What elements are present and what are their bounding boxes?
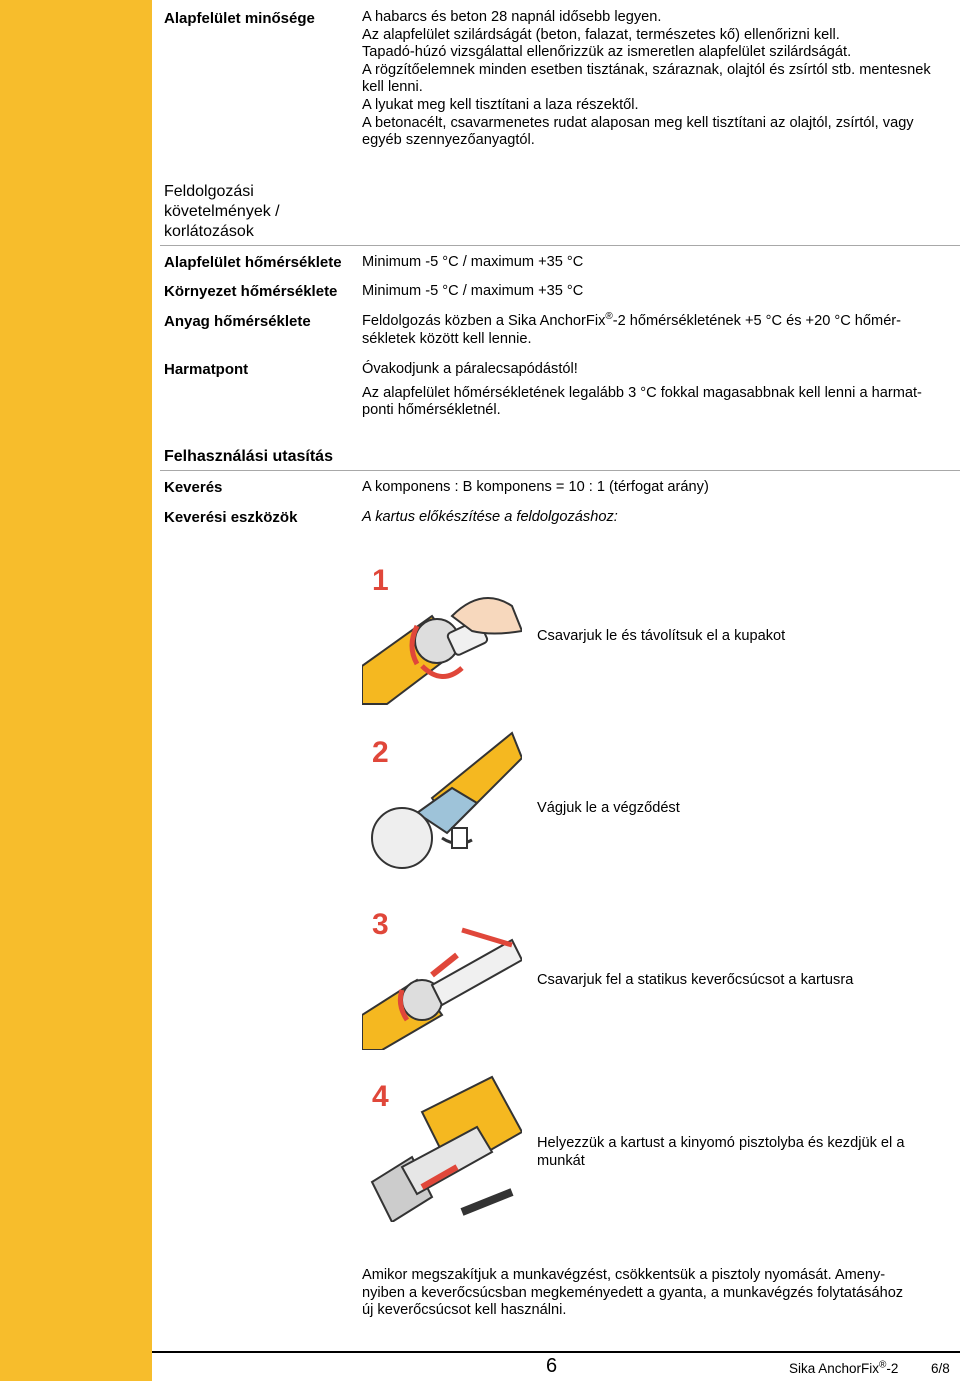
dew-point-line: ponti hőmérsékletnél.	[362, 402, 501, 419]
ambient-temp-value: Minimum -5 °C / maximum +35 °C	[362, 283, 584, 299]
step-4-illustration	[362, 1072, 522, 1222]
step-4-text: Helyezzük a kartust a kinyomó pisztolyba és kezdjük el a munkát	[537, 1135, 905, 1169]
dew-point-line: Óvakodjunk a páralecsapódástól!	[362, 361, 578, 377]
page-number: 6	[546, 1355, 558, 1377]
step-3-illustration	[362, 900, 522, 1050]
surface-line: Tapadó-húzó vizsgálattal ellenőrizzük az ismeretlen alapfelület szilárdságát.	[362, 44, 852, 61]
material-temp-value	[362, 313, 952, 348]
tools-value: A kartus előkészítése a feldolgozáshoz:	[362, 509, 618, 525]
surface-line: A habarcs és beton 28 napnál idősebb legyen.	[362, 9, 662, 25]
surface-line: egyéb szennyezőanyagtól.	[362, 132, 535, 149]
step-1-text: Csavarjuk le és távolítsuk el a kupakot	[537, 628, 786, 644]
footer-rule	[152, 1351, 960, 1353]
heading-line: korlátozások	[164, 223, 254, 240]
heading-line: Feldolgozási	[164, 183, 254, 200]
tools-label: Keverési eszközök	[164, 509, 298, 526]
divider	[160, 470, 960, 471]
surface-line: A rögzítőelemnek minden esetben tisztának, száraznak, olajtól és zsírtól stb. mentesnek	[362, 61, 931, 78]
ambient-temp-label: Környezet hőmérséklete	[164, 283, 338, 300]
material-temp-label: Anyag hőmérséklete	[164, 313, 311, 330]
heading-line: követelmények /	[164, 203, 280, 220]
registered-mark: ®	[879, 1359, 887, 1371]
requirements-heading	[164, 182, 280, 242]
note-line: Amikor megszakítjuk a munkavégzést, csökkentsük a pisztoly nyomását. Ameny-	[362, 1267, 886, 1283]
step-3-text: Csavarjuk fel a statikus keverőcsúcsot a kartusra	[537, 972, 854, 988]
material-temp-text: Feldolgozás közben a Sika AnchorFix	[362, 313, 606, 329]
step-number: 2	[372, 736, 389, 769]
dew-point-value	[362, 361, 952, 420]
divider	[160, 245, 960, 246]
mixing-label: Keverés	[164, 479, 223, 496]
surface-line: kell lenni.	[362, 79, 423, 96]
step-number: 3	[372, 908, 389, 941]
dew-point-label: Harmatpont	[164, 361, 249, 378]
step-number: 1	[372, 564, 389, 597]
footer-product	[789, 1361, 898, 1377]
surface-line: A betonacélt, csavarmenetes rudat alaposan meg kell tisztítani az olajtól, zsírtól, vagy	[362, 114, 914, 131]
material-temp-text: sékletek között kell lennie.	[362, 330, 532, 347]
surface-quality-text	[362, 9, 952, 150]
step-2-illustration	[362, 728, 522, 878]
substrate-temp-value: Minimum -5 °C / maximum +35 °C	[362, 254, 584, 270]
step-2-text: Vágjuk le a végződést	[537, 800, 680, 816]
note-line: új keverőcsúcsot kell használni.	[362, 1302, 567, 1319]
registered-mark: ®	[605, 311, 613, 323]
product-name: Sika AnchorFix	[789, 1361, 880, 1376]
yellow-sidebar	[0, 0, 152, 1381]
instructions-heading: Felhasználási utasítás	[164, 448, 333, 465]
step-number: 4	[372, 1080, 389, 1113]
dew-point-line: Az alapfelület hőmérsékletének legalább 3 °C fokkal magasabbnak kell lenni a harmat-	[362, 384, 922, 401]
product-suffix: -2	[886, 1361, 899, 1376]
surface-quality-label: Alapfelület minősége	[164, 10, 315, 27]
mixing-value: A komponens : B komponens = 10 : 1 (térfogat arány)	[362, 479, 709, 495]
step-1-illustration	[362, 556, 522, 706]
note-line: nyiben a keverőcsúcsban megkeményedett a gyanta, a munkavégzés folytatásához	[362, 1284, 904, 1301]
surface-line: Az alapfelület szilárdságát (beton, falazat, természetes kő) ellenőrizni kell.	[362, 26, 840, 43]
material-temp-text: -2 hőmérsékletének +5 °C és +20 °C hőmér-	[612, 313, 902, 329]
substrate-temp-label: Alapfelület hőmérséklete	[164, 254, 342, 271]
work-interruption-note	[362, 1267, 952, 1320]
page-fraction: 6/8	[931, 1361, 950, 1376]
surface-line: A lyukat meg kell tisztítani a laza részektől.	[362, 96, 639, 113]
